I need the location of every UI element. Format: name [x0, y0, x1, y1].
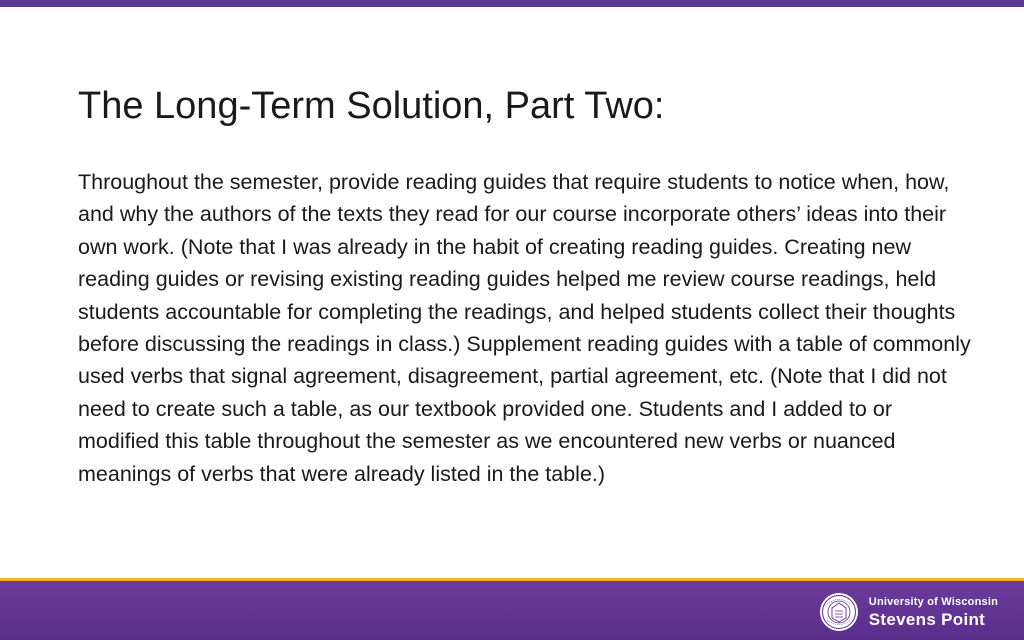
university-name-line1: University of Wisconsin	[868, 595, 998, 608]
slide-title: The Long-Term Solution, Part Two:	[78, 85, 665, 127]
university-name	[869, 597, 998, 628]
university-seal-icon	[819, 592, 859, 632]
top-accent-bar	[0, 0, 1024, 7]
university-logo	[819, 591, 998, 633]
slide-body-text: Throughout the semester, provide reading guides that require students to notice when, how, and why the authors of the texts they read for our course incorporate others’ ideas into their own work. (Note that I was already in the habit of creating reading guides. Creating new reading guides or revising existing reading guides helped me review course readings, held students accountable for completing the readings, and helped students collect their thoughts before discussing the readings in class.) Supplement reading guides with a table of commonly used verbs that signal agreement, disagreement, partial agreement, etc. (Note that I did not need to create such a table, as our textbook provided one. Students and I added to or modified this table throughout the semester as we encountered new verbs or nuanced meanings of verbs that were already listed in the table.)	[78, 170, 971, 486]
university-name-line2: Stevens Point	[868, 609, 986, 629]
